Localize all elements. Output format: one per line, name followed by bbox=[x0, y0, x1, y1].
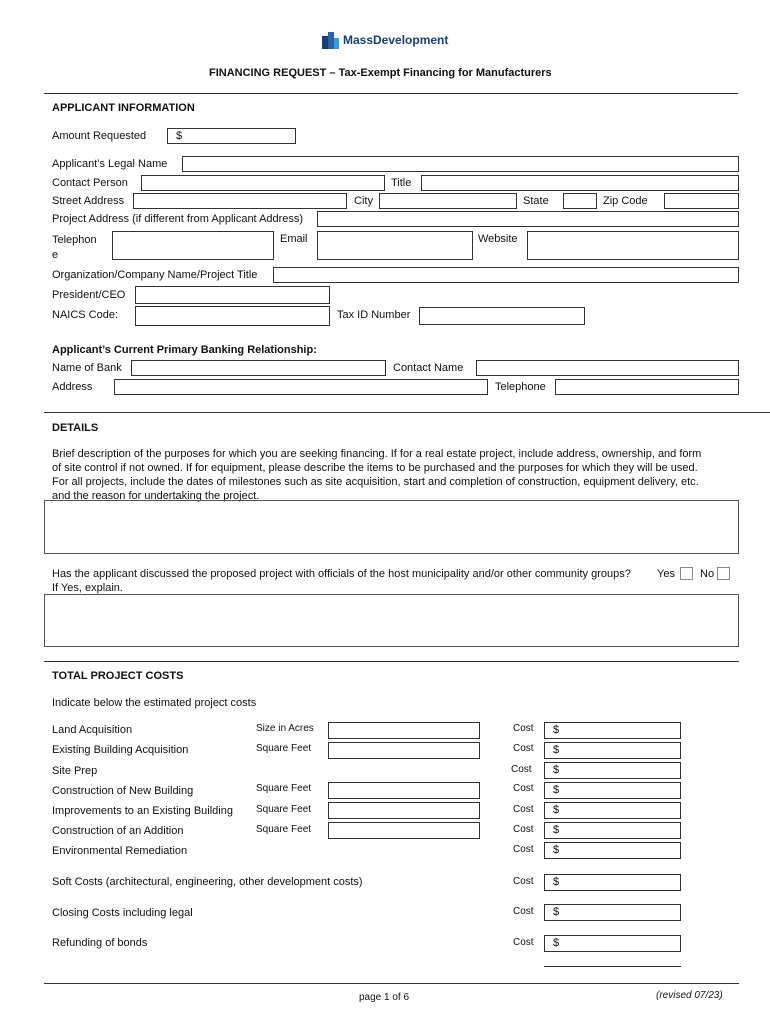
instructions-line: and the reason for undertaking the project. bbox=[52, 490, 260, 502]
taxid-label: Tax ID Number bbox=[337, 309, 411, 321]
details-heading: DETAILS bbox=[52, 422, 99, 434]
divider bbox=[44, 661, 739, 662]
dollar-sign: $ bbox=[553, 724, 560, 736]
no-label: No bbox=[700, 568, 715, 580]
president-input[interactable] bbox=[135, 286, 330, 304]
instructions-line: For all projects, include the dates of milestones such as site acquisition, start and completion of construction, equipment delivery, etc. bbox=[52, 476, 699, 488]
street-input[interactable] bbox=[133, 193, 347, 209]
bank-contact-input[interactable] bbox=[476, 360, 739, 376]
cost-label: Cost bbox=[513, 906, 534, 917]
project-address-input[interactable] bbox=[317, 211, 739, 227]
dollar-sign: $ bbox=[553, 744, 560, 756]
title-label: Title bbox=[391, 177, 412, 189]
street-label: Street Address bbox=[52, 195, 125, 207]
dollar-sign: $ bbox=[553, 844, 560, 856]
measure-label: Square Feet bbox=[256, 783, 312, 794]
telephone-label-line1: Telephon bbox=[52, 234, 97, 246]
soft-costs-label: Soft Costs (architectural, engineering, other development costs) bbox=[52, 876, 363, 888]
logo-text: MassDevelopment bbox=[343, 33, 449, 47]
cost-row-label: Existing Building Acquisition bbox=[52, 744, 189, 756]
costs-intro: Indicate below the estimated project costs bbox=[52, 697, 257, 709]
cost-label: Cost bbox=[511, 764, 532, 775]
cost-input[interactable] bbox=[544, 802, 681, 819]
revision-date: (revised 07/23) bbox=[656, 990, 723, 1001]
dollar-sign: $ bbox=[553, 824, 560, 836]
city-label: City bbox=[354, 195, 373, 207]
cost-label: Cost bbox=[513, 743, 534, 754]
zip-label: Zip Code bbox=[603, 195, 648, 207]
measure-input[interactable] bbox=[328, 742, 480, 759]
org-label: Organization/Company Name/Project Title bbox=[52, 269, 258, 281]
logo-mark-icon bbox=[321, 30, 341, 50]
measure-input[interactable] bbox=[328, 782, 480, 799]
soft-costs-input[interactable] bbox=[544, 874, 681, 891]
cost-input[interactable] bbox=[544, 742, 681, 759]
cost-input[interactable] bbox=[544, 762, 681, 779]
cost-row-label: Construction of New Building bbox=[52, 785, 194, 797]
amount-input[interactable] bbox=[167, 128, 296, 144]
cost-row-label: Land Acquisition bbox=[52, 724, 133, 736]
zip-input[interactable] bbox=[664, 193, 739, 209]
cost-label: Cost bbox=[513, 937, 534, 948]
contact-person-input[interactable] bbox=[141, 175, 385, 191]
no-checkbox[interactable] bbox=[717, 567, 730, 580]
measure-label: Size in Acres bbox=[256, 723, 314, 734]
state-input[interactable] bbox=[563, 193, 597, 209]
dollar-sign: $ bbox=[553, 784, 560, 796]
form-title: FINANCING REQUEST – Tax-Exempt Financing for Manufacturers bbox=[209, 67, 552, 79]
measure-input[interactable] bbox=[328, 822, 480, 839]
bank-contact-label: Contact Name bbox=[393, 362, 464, 374]
municipality-question: Has the applicant discussed the proposed project with officials of the host municipality and/or other community groups? bbox=[52, 568, 631, 580]
cost-row-label: Environmental Remediation bbox=[52, 845, 188, 857]
cost-row-label: Site Prep bbox=[52, 765, 98, 777]
measure-input[interactable] bbox=[328, 722, 480, 739]
title-input[interactable] bbox=[421, 175, 739, 191]
explain-label: If Yes, explain. bbox=[52, 582, 123, 594]
instructions-line: of site control if not owned. If for equipment, please describe the items to be purchased and the purposes for which they will be used. bbox=[52, 462, 698, 474]
cost-label: Cost bbox=[513, 824, 534, 835]
cost-input[interactable] bbox=[544, 722, 681, 739]
cost-label: Cost bbox=[513, 723, 534, 734]
divider bbox=[44, 93, 738, 94]
bank-name-input[interactable] bbox=[131, 360, 386, 376]
measure-input[interactable] bbox=[328, 802, 480, 819]
website-input[interactable] bbox=[527, 231, 739, 260]
cost-row-label: Improvements to an Existing Building bbox=[52, 805, 233, 817]
org-input[interactable] bbox=[273, 267, 739, 283]
amount-label: Amount Requested bbox=[52, 130, 147, 142]
explain-textarea[interactable] bbox=[44, 594, 739, 647]
project-address-label: Project Address (if different from Applicant Address) bbox=[52, 213, 304, 225]
cost-input[interactable] bbox=[544, 822, 681, 839]
bank-name-label: Name of Bank bbox=[52, 362, 122, 374]
dollar-sign: $ bbox=[553, 937, 560, 949]
naics-input[interactable] bbox=[135, 306, 330, 326]
contact-person-label: Contact Person bbox=[52, 177, 128, 189]
refunding-label: Refunding of bonds bbox=[52, 937, 148, 949]
measure-label: Square Feet bbox=[256, 743, 312, 754]
refunding-input[interactable] bbox=[544, 935, 681, 952]
telephone-input[interactable] bbox=[112, 231, 274, 260]
measure-label: Square Feet bbox=[256, 804, 312, 815]
cost-input[interactable] bbox=[544, 782, 681, 799]
yes-label: Yes bbox=[657, 568, 675, 580]
page-number: page 1 of 6 bbox=[359, 992, 410, 1003]
telephone-label-line2: e bbox=[52, 249, 59, 261]
email-label: Email bbox=[280, 233, 308, 245]
cost-label: Cost bbox=[513, 804, 534, 815]
cost-label: Cost bbox=[513, 844, 534, 855]
taxid-input[interactable] bbox=[419, 307, 585, 325]
website-label: Website bbox=[478, 233, 518, 245]
closing-costs-label: Closing Costs including legal bbox=[52, 907, 193, 919]
president-label: President/CEO bbox=[52, 289, 126, 301]
legal-name-input[interactable] bbox=[182, 156, 739, 172]
dollar-sign: $ bbox=[176, 130, 183, 142]
details-instructions bbox=[52, 447, 732, 503]
dollar-sign: $ bbox=[553, 804, 560, 816]
bank-telephone-input[interactable] bbox=[555, 379, 739, 395]
dollar-sign: $ bbox=[553, 764, 560, 776]
closing-costs-input[interactable] bbox=[544, 904, 681, 921]
telephone-label bbox=[52, 233, 97, 263]
footer-divider bbox=[44, 983, 739, 984]
cost-label: Cost bbox=[513, 876, 534, 887]
naics-label: NAICS Code: bbox=[52, 309, 119, 321]
bank-telephone-label: Telephone bbox=[495, 381, 546, 393]
cost-label: Cost bbox=[513, 783, 534, 794]
total-line bbox=[544, 966, 681, 967]
applicant-heading: APPLICANT INFORMATION bbox=[52, 102, 195, 114]
banking-heading: Applicant’s Current Primary Banking Relationship: bbox=[52, 344, 317, 356]
bank-address-label: Address bbox=[52, 381, 93, 393]
city-input[interactable] bbox=[379, 193, 517, 209]
legal-name-label: Applicant’s Legal Name bbox=[52, 158, 168, 170]
project-description-textarea[interactable] bbox=[44, 500, 739, 554]
divider bbox=[44, 412, 770, 413]
state-label: State bbox=[523, 195, 549, 207]
measure-label: Square Feet bbox=[256, 824, 312, 835]
dollar-sign: $ bbox=[553, 876, 560, 888]
bank-address-input[interactable] bbox=[114, 379, 488, 395]
cost-row-label: Construction of an Addition bbox=[52, 825, 184, 837]
dollar-sign: $ bbox=[553, 906, 560, 918]
cost-input[interactable] bbox=[544, 842, 681, 859]
yes-checkbox[interactable] bbox=[680, 567, 693, 580]
email-input[interactable] bbox=[317, 231, 473, 260]
instructions-line: Brief description of the purposes for which you are seeking financing. If for a real estate project, include address, ownership, and form bbox=[52, 448, 702, 460]
costs-heading: TOTAL PROJECT COSTS bbox=[52, 670, 184, 682]
